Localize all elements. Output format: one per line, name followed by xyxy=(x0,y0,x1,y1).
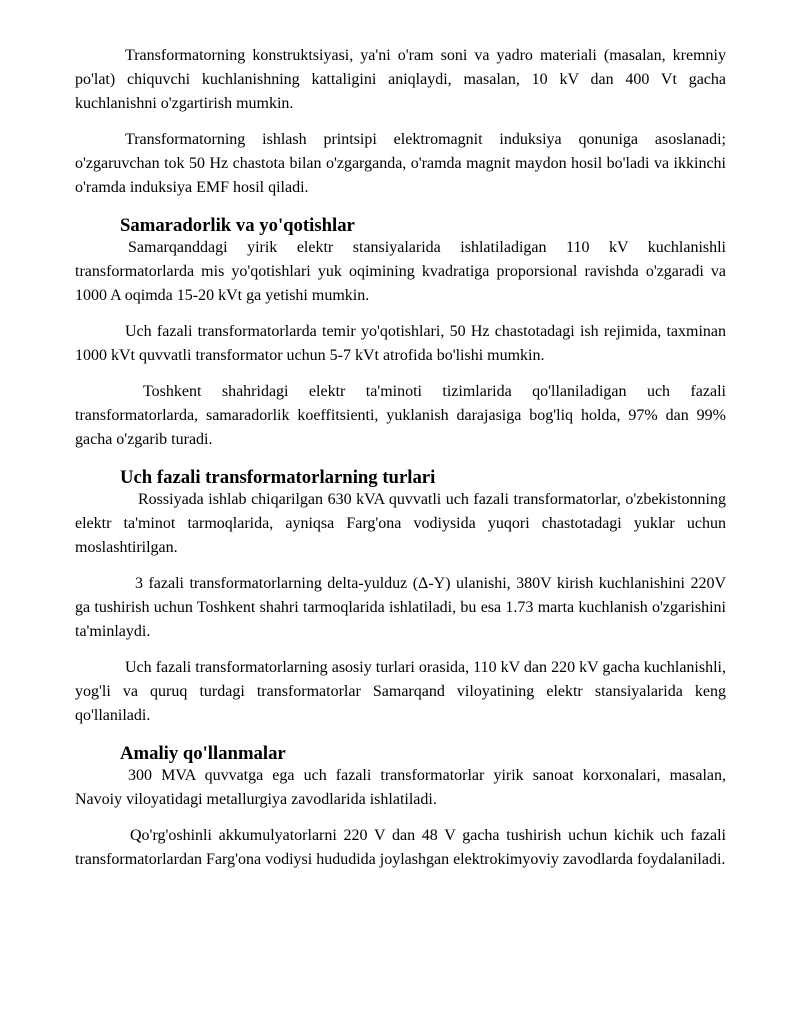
paragraph: 300 MVA quvvatga ega uch fazali transformatorlar yirik sanoat korxonalari, masalan, Navoiy viloyatidagi metallurgiya zavodlarida ishlatiladi. xyxy=(75,767,726,808)
paragraph: Rossiyada ishlab chiqarilgan 630 kVA quvvatli uch fazali transformatorlar, o'zbekistonning elektr ta'minot tarmoqlarida, ayniqsa Farg'ona vodiysida yuqori chastotadagi yuklar uchun moslashtirilgan. xyxy=(75,491,726,556)
paragraph: Toshkent shahridagi elektr ta'minoti tizimlarida qo'llaniladigan uch fazali transformatorlarda, samaradorlik koeffitsienti, yuklanish darajasiga bog'liq holda, 97% dan 99% gacha o'zgarib turadi. xyxy=(75,383,726,448)
paragraph: Qo'rg'oshinli akkumulyatorlarni 220 V dan 48 V gacha tushirish uchun kichik uch fazali transformatorlardan Farg'ona vodiysi hududida joylashgan elektrokimyoviy zavodlarda foydalaniladi. xyxy=(75,827,726,868)
paragraph: Uch fazali transformatorlarda temir yo'qotishlari, 50 Hz chastotadagi ish rejimida, taxminan 1000 kVt quvvatli transformator uchun 5-7 kVt atrofida bo'lishi mumkin. xyxy=(75,323,726,364)
section-heading: Uch fazali transformatorlarning turlari xyxy=(120,467,436,488)
paragraph: Uch fazali transformatorlarning asosiy turlari orasida, 110 kV dan 220 kV gacha kuchlanishli, yog'li va quruq turdagi transformatorlar Samarqand viloyatining elektr stansiyalarida keng qo'llaniladi. xyxy=(75,659,726,724)
section-heading: Samaradorlik va yo'qotishlar xyxy=(120,215,355,236)
paragraph: Samarqanddagi yirik elektr stansiyalarida ishlatiladigan 110 kV kuchlanishli transformatorlarda mis yo'qotishlari yuk oqimining kvadratiga proporsional ravishda o'zgaradi va 1000 A oqimda 15-20 kVt ga yetishi mumkin. xyxy=(75,239,726,304)
document-page xyxy=(75,44,726,872)
section-heading: Amaliy qo'llanmalar xyxy=(120,743,286,764)
paragraph: Transformatorning konstruktsiyasi, ya'ni o'ram soni va yadro materiali (masalan, kremniy po'lat) chiquvchi kuchlanishning kattaligini aniqlaydi, masalan, 10 kV dan 400 Vt gacha kuchlanishni o'zgartirish mumkin. xyxy=(75,47,726,112)
paragraph: Transformatorning ishlash printsipi elektromagnit induksiya qonuniga asoslanadi; o'zgaruvchan tok 50 Hz chastota bilan o'zgarganda, o'ramda magnit maydon hosil bo'ladi va ikkinchi o'ramda induksiya EMF hosil qiladi. xyxy=(75,131,726,196)
paragraph: 3 fazali transformatorlarning delta-yulduz (Δ-Y) ulanishi, 380V kirish kuchlanishini 220V ga tushirish uchun Toshkent shahri tarmoqlarida ishlatiladi, bu esa 1.73 marta kuchlanish o'zgarishini ta'minlaydi. xyxy=(75,575,726,640)
